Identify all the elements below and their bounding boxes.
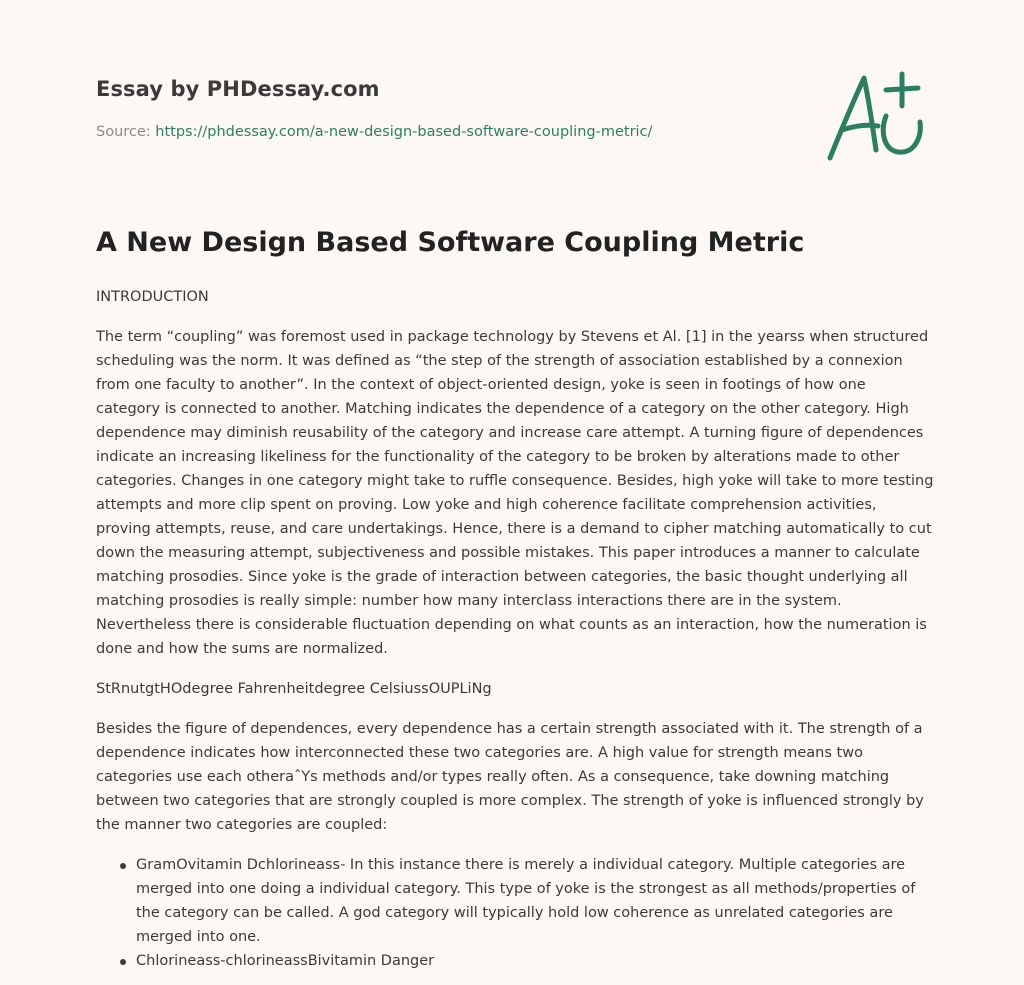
- section-heading: INTRODUCTION: [96, 289, 209, 305]
- paragraph: The term “coupling” was foremost used in package technology by Stevens et Al. [1] in the yearss when structured scheduling was the norm. It was defined as “the step of the strength of association established by a connexion from one faculty to another”. In the context of object-oriented design, yoke is seen in footings of how one category is connected to another. Matching indicates the dependence of a category on the other category. High dependence may diminish reusability of the category and increase care attempt. A turning figure of dependences indicate an increasing likeliness for the functionality of the category to be broken by alterations made to other categories. Changes in one category might take to ruffle consequence. Besides, high yoke will take to more testing attempts and more clip spent on proving. Low yoke and high coherence facilitate comprehension activities, proving attempts, reuse, and care undertakings. Hence, there is a demand to cipher matching automatically to cut down the measuring attempt, subjectiveness and possible mistakes. This paper introduces a manner to calculate matching prosodies. Since yoke is the grade of interaction between categories, the basic thought underlying all matching prosodies is really simple: number how many interclass interactions there are in the system. Nevertheless there is considerable fluctuation depending on what counts as an interaction, how the numeration is done and how the sums are normalized.: [96, 329, 934, 657]
- essay-body: [96, 285, 934, 973]
- list-item: [136, 949, 934, 973]
- source-label: Source:: [96, 124, 156, 140]
- paragraph: Besides the figure of dependences, every dependence has a certain strength associated with it. The strength of a dependence indicates how interconnected these two categories are. A high value for strength means two categories use each otheraˆYs methods and/or types really often. As a consequence, take downing matching between two categories that are strongly coupled is more complex. The strength of yoke is influenced strongly by the manner two categories are coupled:: [96, 721, 924, 833]
- list-item-text: GramOvitamin Dchlorineass- In this instance there is merely a individual category. Multiple categories are merged into one doing a individual category. This type of yoke is the strongest as all methods/properties of the category can be called. A god category will typically hold low coherence as unrelated categories are merged into one.: [136, 857, 916, 945]
- bullet-icon: [120, 959, 126, 965]
- a-plus-grade-icon: [820, 66, 930, 166]
- source-line: [96, 124, 652, 140]
- site-title: Essay by PHDessay.com: [96, 77, 380, 101]
- list-item-text: Chlorineass-chlorineassBivitamin Danger: [136, 953, 435, 969]
- list-item: [136, 853, 934, 949]
- bullet-icon: [120, 863, 126, 869]
- section-heading: StRnutgtHOdegree Fahrenheitdegree CelsiussOUPLiNg: [96, 681, 492, 697]
- source-link[interactable]: https://phdessay.com/a-new-design-based-software-coupling-metric/: [155, 124, 653, 140]
- page-title: A New Design Based Software Coupling Metric: [96, 227, 805, 258]
- bullet-list: [96, 853, 934, 973]
